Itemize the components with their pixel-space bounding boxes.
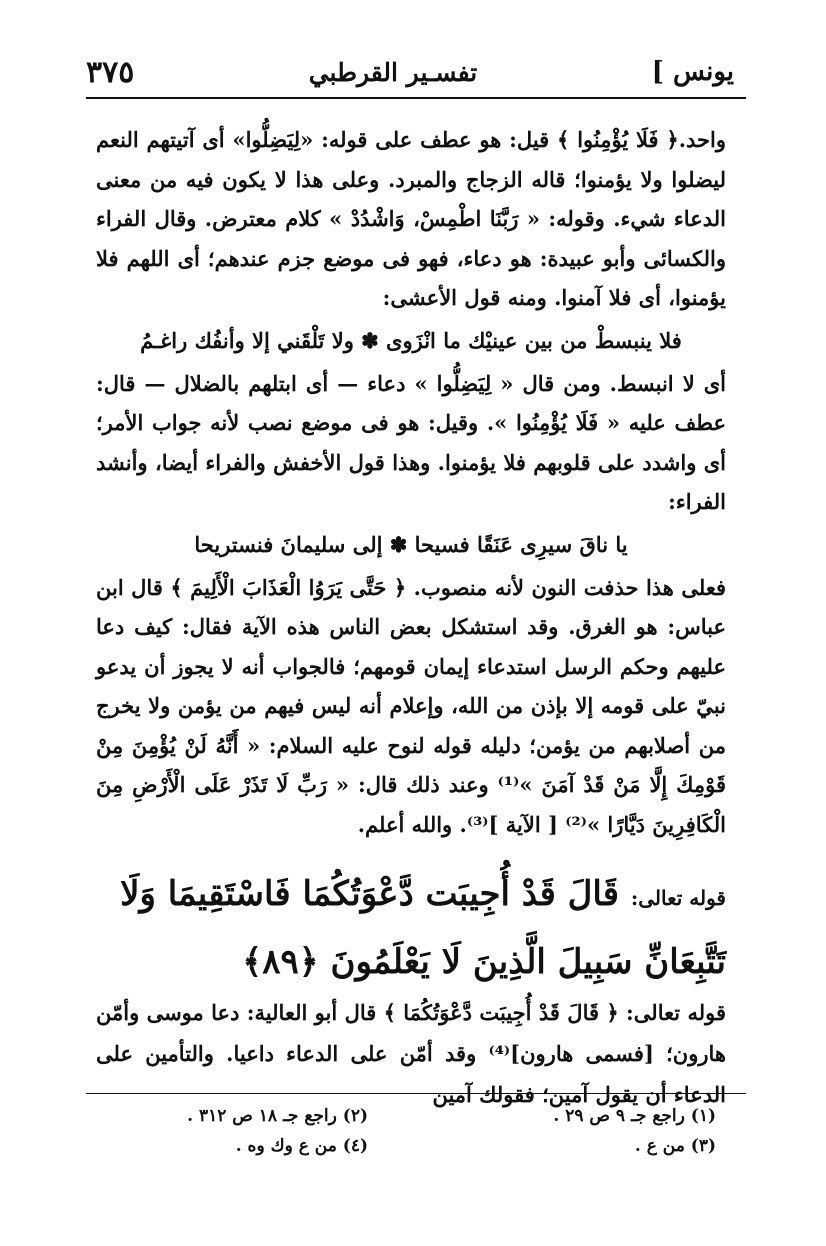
poetry-verse: يا ناقَ سيرِى عَنَقًا فسيحا ✽ إلى سليمانَ فنستريحا: [194, 531, 628, 557]
surah-name: يونس ]: [651, 57, 734, 87]
commentary-text: [96, 992, 726, 1115]
footnote-3: (٣) من ع .: [634, 1136, 716, 1156]
quran-verse: قَالَ قَدْ أُجِيبَت دَّعْوَتُكُمَا فَاسْتَقِيمَا وَلَا تَتَّبِعَانِّ سَبِيلَ الَّذِينَ لَا يَعْلَمُونَ ﴿٨٩﴾: [120, 874, 726, 982]
paragraph: أى لا انبسط. ومن قال « لِيَضِلُّوا » دعاء — أى ابتلهم بالضلال — قال: عطف عليه « فَلَا يُؤْمِنُوا ». وقيل: هو فى موضع نصب لأنه جواب الأمر؛ أى واشدد على قلوبهم فلا يؤمنوا. وهذا قول الأخفش والفراء أيضا، وأنشد الفراء:: [96, 370, 726, 514]
footnote-rule: [86, 1093, 746, 1094]
verse-lead: قوله تعالى:: [630, 886, 726, 910]
main-text: [96, 120, 726, 844]
paragraph: واحد.﴿ فَلَا يُؤْمِنُوا ﴾ قيل: هو عطف على قوله: «لِيَضِلُّوا» أى آتيتهم النعم ليضلوا ولا يؤمنوا؛ قاله الزجاج والمبرد. وعلى هذا لا يكون فيه من معنى الدعاء شيء. وقوله: « رَبَّنَا اطْمِسْ، وَاشْدُدْ » كلام معترض. وقال الفراء والكسائى وأبو عبيدة: هو دعاء، فهو فى موضع جزم عندهم؛ أى اللهم فلا يؤمنوا، أى فلا آمنوا. ومنه قول الأعشى:: [96, 127, 726, 310]
paragraph: فعلى هذا حذفت النون لأنه منصوب. ﴿ حَتَّى يَرَوُا الْعَذَابَ الْأَلِيمَ ﴾ قال ابن عباس: هو الغرق. وقد استشكل بعض الناس هذه الآية فقال: كيف دعا عليهم وحكم الرسل استدعاء إيمان قومهم؛ فالجواب أنه لا يجوز أن يدعو نبيّ على قومه إلا بإذن من الله، وإعلام أنه ليس فيهم من يؤمن ولا يخرج من أصلابهم من يؤمن؛ دليله قوله لنوح عليه السلام: « أَنَّهُ لَنْ يُؤْمِنَ مِنْ قَوْمِكَ إِلَّا مَنْ قَدْ آمَنَ »⁽¹⁾ وعند ذلك قال: « رَبِّ لَا تَذَرْ عَلَى الْأَرْضِ مِنَ الْكَافِرِينَ دَيَّارًا »⁽²⁾ [ الآية ]⁽³⁾. والله أعلم.: [96, 574, 726, 837]
footnote-1: (١) راجع جـ ٩ ص ٢٩ .: [553, 1106, 716, 1126]
paragraph: قوله تعالى: ﴿ قَالَ قَدْ أُجِيبَت دَّعْوَتُكُمَا ﴾ قال أبو العالية: دعا موسى وأمّن هارون؛ [فسمى هارون]⁽⁴⁾ وقد أمّن على الدعاء داعيا. والتأمين على الدعاء أن يقول آمين؛ فقولك آمين: [96, 1000, 726, 1107]
poetry-verse: فلا ينبسطْ من بين عينيْك ما انْزَوى ✽ ولا تَلْقَني إلا وأنفُك راغـمُ: [140, 327, 682, 353]
footnote-2: (٢) راجع جـ ١٨ ص ٣١٢ .: [187, 1106, 368, 1126]
quran-verse-block: [96, 862, 726, 994]
book-title: تفسـير القرطبي: [308, 57, 478, 87]
footnotes: [100, 1106, 716, 1156]
header-rule: [86, 97, 746, 99]
page-number: ٣٧٥: [86, 54, 135, 90]
page-header: [86, 52, 734, 92]
footnote-4: (٤) من ع وك وه .: [235, 1136, 368, 1156]
